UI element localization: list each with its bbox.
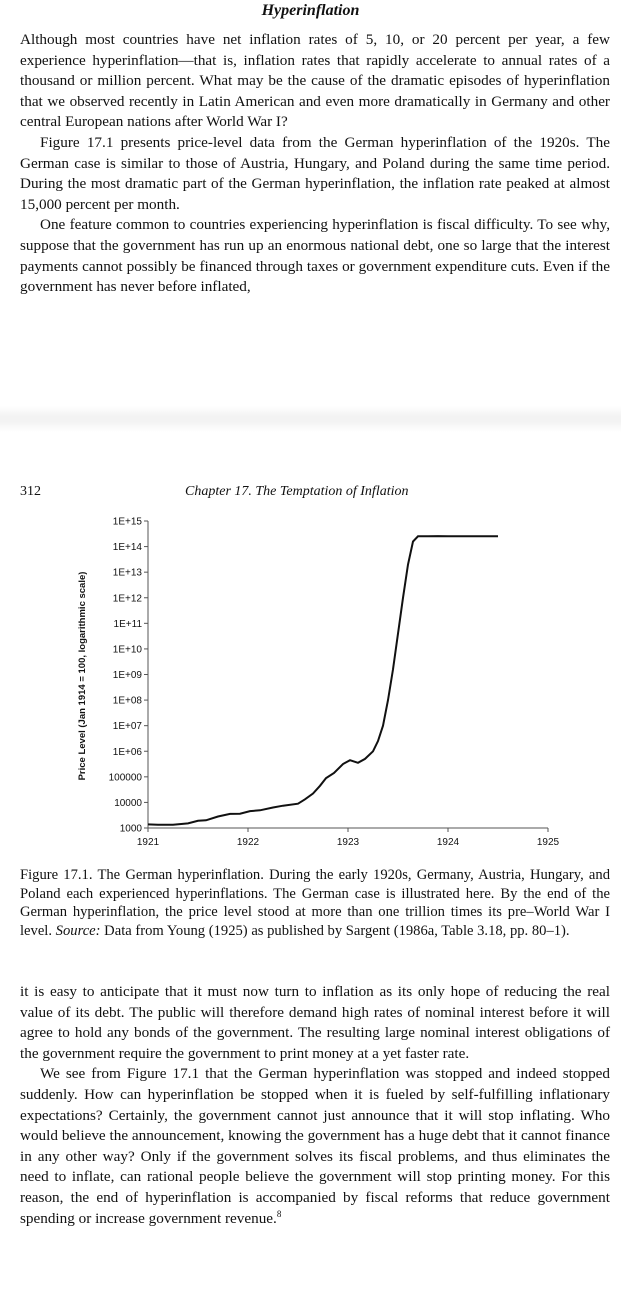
paragraph-text: We see from Figure 17.1 that the German hyperinflation was stopped and indeed stopped suddenly. How can hyperinflation be stopped when it is fueled by self-fulfilling inflationary expectations? Certainly, the government cannot just announce that it will stop inflating. Who would believe the announcement, knowing the government has a huge debt that it cannot finance in any other way? Only if the government solves its fiscal problems, and thus eliminates the need to inflate, can rational people believe the government will stop printing money. For this reason, the end of hyperinflation is accompanied by fiscal reforms that reduce government spending or increase government revenue. (20, 1065, 610, 1227)
paragraph: Although most countries have net inflation rates of 5, 10, or 20 percent per year, a few experience hyperinflation—that is, inflation rates that rapidly accelerate to annual rates of a thousand or million percent. What may be the cause of the dramatic episodes of hyperinflation that we observed recently in Latin American and even more dramatically in Germany and other central European nations after World War I? (20, 31, 610, 131)
y-tick-label: 100000 (108, 772, 142, 784)
x-tick-label: 1922 (236, 837, 260, 848)
y-tick-label: 1E+09 (112, 670, 142, 681)
section-heading: Hyperinflation (261, 2, 360, 19)
x-tick-label: 1921 (136, 837, 160, 848)
y-tick-label: 1E+11 (113, 618, 142, 630)
paragraph (20, 1064, 610, 1229)
y-tick-label: 1E+07 (112, 721, 142, 733)
running-head-title: Chapter 17. The Temptation of Inflation (185, 484, 409, 499)
price-level-line (148, 536, 498, 825)
x-tick-label: 1923 (336, 837, 360, 848)
bottom-text-block (20, 982, 610, 1229)
chart-axes (148, 521, 548, 828)
y-tick-label: 1E+06 (112, 746, 142, 758)
paragraph: Figure 17.1 presents price-level data from the German hyperinflation of the 1920s. The German case is similar to those of Austria, Hungary, and Poland during the same time period. During the most dramatic part of the German hyperinflation, the inflation rate peaked at almost 15,000 percent per month. (20, 133, 610, 213)
figure-caption (20, 866, 610, 940)
caption-source-text: Data from Young (1925) as published by Sargent (1986a, Table 3.18, pp. 80–1). (104, 922, 570, 939)
y-tick-label: 1E+13 (112, 567, 142, 579)
caption-label: Figure 17.1. (20, 867, 93, 883)
x-tick-label: 1924 (436, 837, 460, 848)
y-tick-label: 1E+08 (112, 695, 142, 707)
page-number: 312 (20, 484, 41, 499)
y-tick-label: 1E+10 (112, 644, 142, 656)
caption-text: The German hyperinflation. During the early 1920s, Germany, Austria, Hungary, and Poland each experienced hyperinflations. The German case is illustrated here. By the end of the German hyperinflation, the price level stood at more than one trillion times its pre–World War I level. (20, 867, 610, 939)
x-tick-label: 1925 (536, 837, 560, 848)
paragraph: it is easy to anticipate that it must now turn to inflation as its only hope of reducing the real value of its debt. The public will therefore demand high rates of nominal interest before it will agree to hold any bonds of the government. The resulting large nominal interest obligations of the government require the government to print money at a yet faster rate. (20, 983, 610, 1062)
y-tick-label: 1E+15 (112, 516, 142, 528)
caption-source-label: Source: (55, 922, 101, 939)
y-axis-label: Price Level (Jan 1914 = 100, logarithmic scale) (77, 571, 88, 781)
y-tick-label: 10000 (114, 797, 142, 809)
y-tick-label: 1E+14 (112, 542, 142, 554)
paragraph: One feature common to countries experiencing hyperinflation is fiscal difficulty. To see why, suppose that the government has run up an enormous national debt, one so large that the interest payments cannot possibly be financed through taxes or government expenditure cuts. Even if the government has never before inflated, (20, 216, 610, 296)
y-tick-label: 1000 (119, 823, 142, 835)
footnote-marker[interactable]: 8 (276, 1208, 282, 1219)
y-tick-label: 1E+12 (112, 593, 142, 605)
chart-ticks (109, 517, 560, 849)
